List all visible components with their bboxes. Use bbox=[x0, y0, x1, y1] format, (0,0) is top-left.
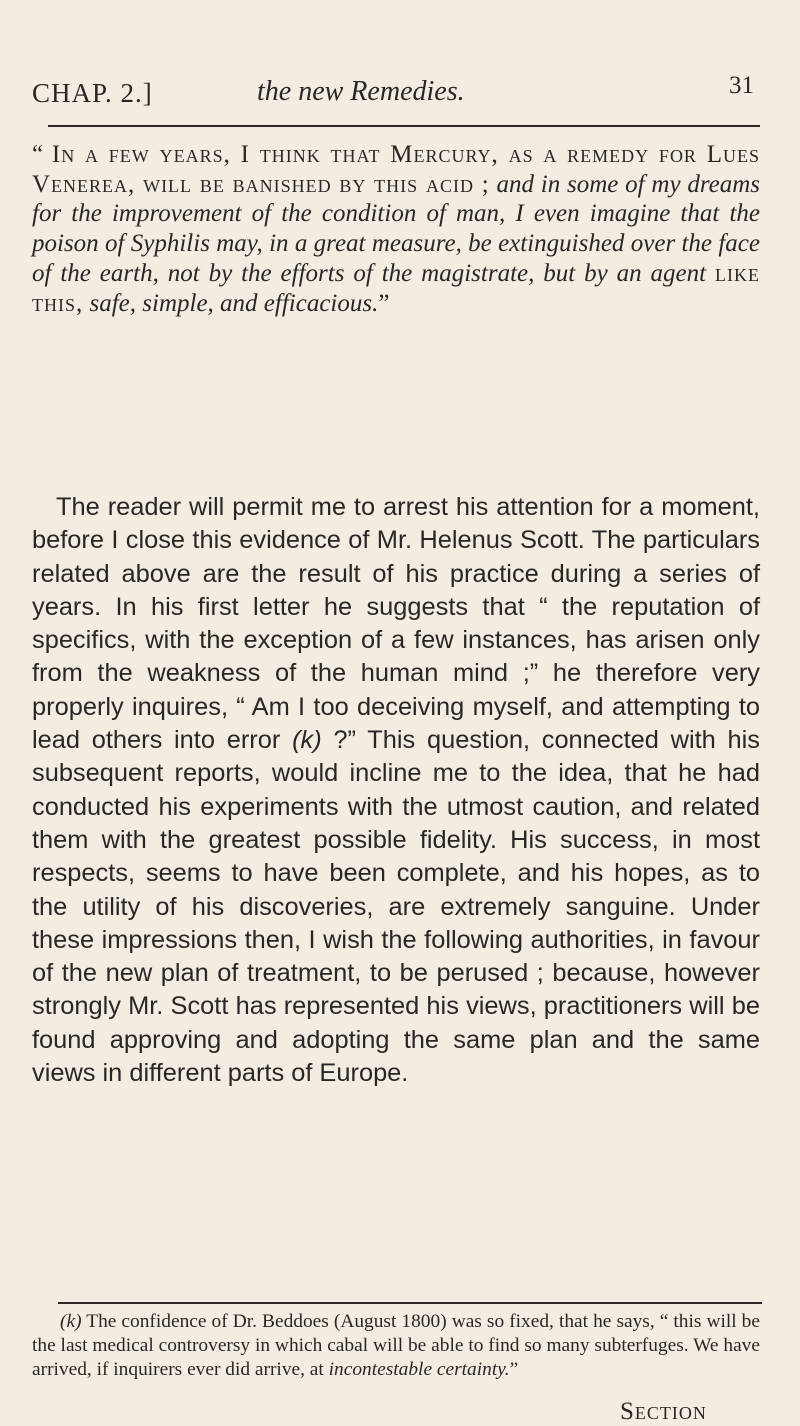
quote-italic-middle: and in some of my dreams for the improvement of the condition of man, I even imagine that the poison of Syphilis may, in a great measure, be extinguished over the face of the earth, not by the efforts of the magistrate, but by an agent bbox=[32, 170, 760, 287]
footnote-marker: (k) bbox=[60, 1311, 82, 1332]
quote-caps-lead: In a few years, I think that Mercury, as a remedy for Lues Venerea, will be banished by this acid ; bbox=[32, 141, 761, 198]
paragraph-part-2: ?” This question, connected with his subsequent reports, would incline me to the idea, that he had conducted his experiments with the utmost caution, and related them with the greatest possible fidelity. His success, in most respects, seems to have been complete, and his hopes, as to the utility of his discoveries, are extremely sanguine. Under these impressions then, I wish the following authorities, in favour of the new plan of treatment, to be perused ; because, however strongly Mr. Scott has represented his views, practitioners will be found approving and adopting the same plan and the same views in different parts of Europe. bbox=[32, 726, 760, 1088]
body-paragraph bbox=[32, 491, 760, 1090]
footnote-rule bbox=[58, 1302, 762, 1304]
paragraph-part-1: The reader will permit me to arrest his attention for a moment, before I close this evidence of Mr. Helenus Scott. The particulars related above are the result of his practice during a series of years. In his first letter he suggests that “ the reputation of specifics, with the exception of a few instances, has arisen only from the weakness of the human mind ;” he therefore very properly inquires, “ Am I too deceiving myself, and attempting to lead others into error bbox=[32, 493, 760, 755]
footnote-reference[interactable]: (k) bbox=[292, 726, 322, 755]
paragraph bbox=[32, 491, 760, 1090]
footnote-close: ” bbox=[509, 1359, 519, 1380]
footnote-text: The confidence of Dr. Beddoes (August 1800) was so fixed, that he says, “ this will be the last medical controversy in which cabal will be able to find so many subterfuges. We have arrived, if inquirers ever did arrive, at bbox=[32, 1311, 760, 1380]
quote-close-mark: ” bbox=[378, 289, 390, 317]
quote-italic-end: safe, simple, and efficacious. bbox=[83, 289, 379, 317]
catchword: Section bbox=[620, 1398, 707, 1425]
chapter-label: CHAP. 2.] bbox=[32, 78, 153, 108]
running-title: the new Remedies. bbox=[257, 76, 465, 107]
footnote bbox=[32, 1310, 760, 1382]
page-header bbox=[32, 72, 754, 108]
quote-caps-like: like this, bbox=[32, 259, 760, 317]
quoted-passage bbox=[32, 140, 760, 318]
quote-open-mark: “ bbox=[32, 141, 44, 168]
header-rule bbox=[48, 125, 760, 127]
page-number: 31 bbox=[729, 72, 754, 99]
footnote-italic: incontestable certainty. bbox=[328, 1359, 510, 1380]
